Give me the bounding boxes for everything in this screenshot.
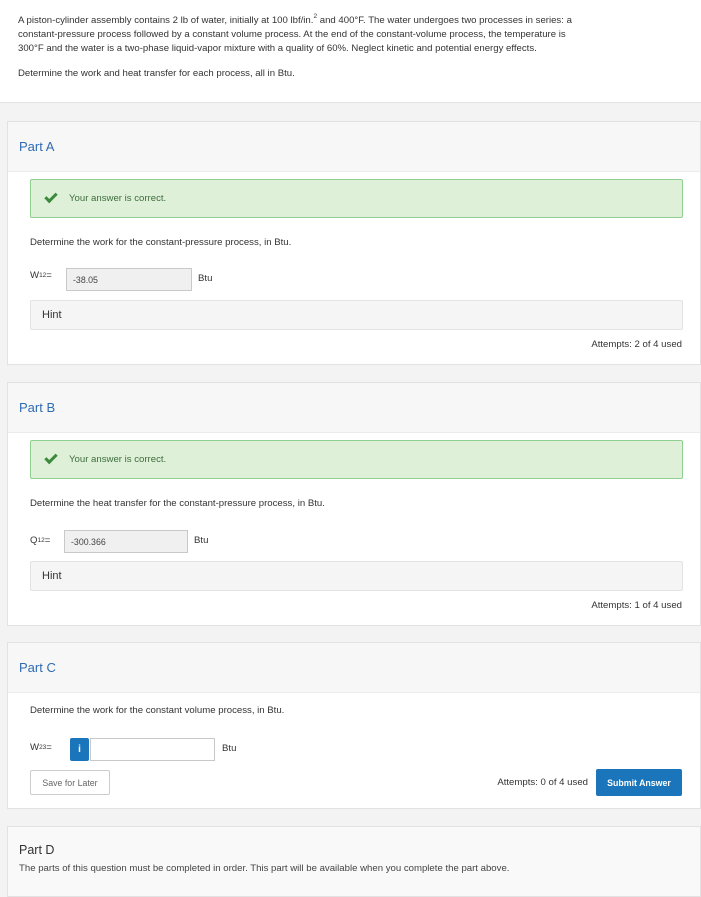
question-line-3: 300°F and the water is a two-phase liquid-vapor mixture with a quality of 60%. Neglect kinetic and potential energy effects. bbox=[18, 43, 537, 54]
save-for-later-button[interactable]: Save for Later bbox=[30, 770, 110, 795]
correct-message: Your answer is correct. bbox=[69, 193, 167, 204]
checkmark-icon bbox=[44, 190, 57, 203]
part-d bbox=[7, 826, 701, 897]
part-b-unit: Btu bbox=[194, 535, 209, 546]
part-c-answer-input[interactable] bbox=[90, 738, 215, 761]
equals-sign: = bbox=[46, 270, 52, 281]
question-line-1: A piston-cylinder assembly contains 2 lb of water, initially at 100 lbf/in. bbox=[18, 15, 314, 26]
part-b-attempts: Attempts: 1 of 4 used bbox=[591, 600, 682, 611]
superscript: 2 bbox=[313, 12, 318, 20]
part-a-hint[interactable]: Hint bbox=[30, 300, 683, 330]
part-b-header bbox=[8, 383, 700, 433]
question-statement bbox=[0, 0, 701, 103]
part-a-variable-label bbox=[30, 270, 52, 281]
part-c-attempts: Attempts: 0 of 4 used bbox=[497, 777, 588, 788]
var-letter: W bbox=[30, 270, 40, 281]
part-d-message: The parts of this question must be completed in order. This part will be available when you complete the part above. bbox=[19, 863, 510, 874]
submit-answer-button[interactable]: Submit Answer bbox=[596, 769, 682, 796]
question-text bbox=[18, 14, 683, 56]
question-ask: Determine the work and heat transfer for each process, all in Btu. bbox=[18, 68, 295, 79]
part-a-title: Part A bbox=[19, 139, 55, 154]
part-d-title: Part D bbox=[19, 843, 55, 857]
part-c bbox=[7, 642, 701, 809]
part-c-variable-label bbox=[30, 742, 52, 753]
part-c-title: Part C bbox=[19, 660, 56, 675]
part-a bbox=[7, 121, 701, 365]
part-a-unit: Btu bbox=[198, 273, 213, 284]
part-a-header bbox=[8, 122, 700, 172]
var-subscript: 12 bbox=[37, 537, 45, 544]
part-b-answer-field[interactable]: -300.366 bbox=[64, 530, 188, 553]
part-b-hint[interactable]: Hint bbox=[30, 561, 683, 591]
part-c-header bbox=[8, 643, 700, 693]
part-b-correct-alert bbox=[30, 440, 683, 479]
info-icon[interactable]: i bbox=[70, 738, 89, 761]
part-b-variable-label bbox=[30, 535, 50, 546]
equals-sign: = bbox=[46, 742, 52, 753]
part-b-prompt: Determine the heat transfer for the constant-pressure process, in Btu. bbox=[30, 498, 325, 509]
var-letter: W bbox=[30, 742, 40, 753]
checkmark-icon bbox=[44, 451, 57, 464]
part-a-answer-field[interactable]: -38.05 bbox=[66, 268, 192, 291]
correct-message: Your answer is correct. bbox=[69, 454, 167, 465]
part-a-prompt: Determine the work for the constant-pressure process, in Btu. bbox=[30, 237, 292, 248]
var-subscript: 12 bbox=[39, 272, 47, 279]
var-letter: Q bbox=[30, 535, 38, 546]
var-subscript: 23 bbox=[39, 744, 47, 751]
part-b-title: Part B bbox=[19, 400, 56, 415]
part-b bbox=[7, 382, 701, 626]
question-line-2: constant-pressure process followed by a constant volume process. At the end of the constant-volume process, the temperature is bbox=[18, 29, 566, 40]
part-c-unit: Btu bbox=[222, 743, 237, 754]
part-c-prompt: Determine the work for the constant volume process, in Btu. bbox=[30, 705, 285, 716]
equals-sign: = bbox=[44, 535, 51, 546]
part-a-attempts: Attempts: 2 of 4 used bbox=[591, 339, 682, 350]
part-a-correct-alert bbox=[30, 179, 683, 218]
question-line-1-end: and 400°F. The water undergoes two processes in series: a bbox=[317, 15, 572, 26]
